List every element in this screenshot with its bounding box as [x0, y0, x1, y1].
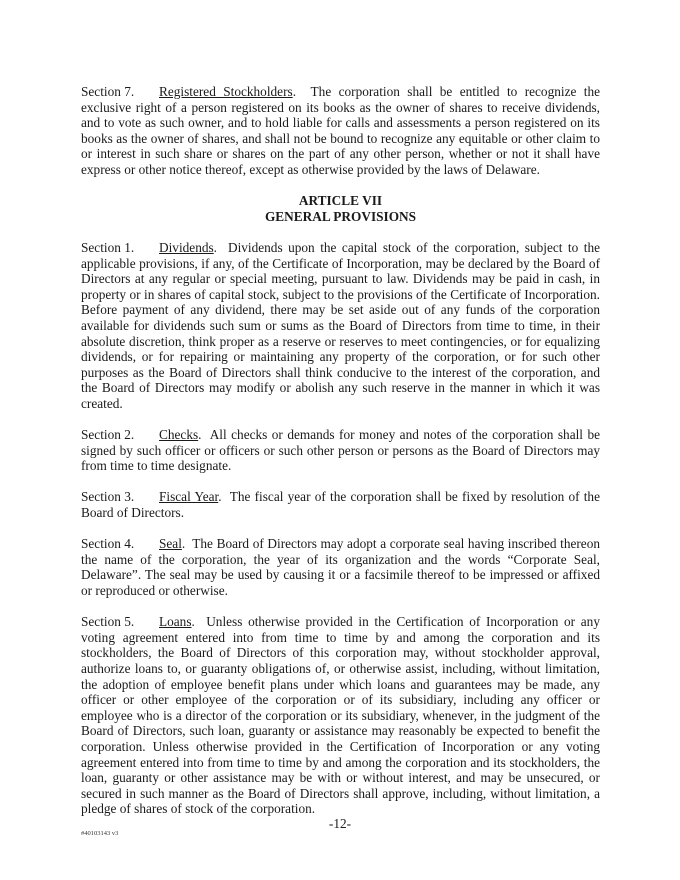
section-title: Checks	[159, 427, 199, 443]
section-5-loans: Section 5. Loans. Unless otherwise provided in the Certification of Incorporation or any voting agreement entered into from time to time by and among the corporation and its stockholders, the Board of Directors of this corporation may, without stockholder approval, authorize loans to, or guaranty obligations of, or otherwise assist, including, without limitation, the adoption of employee benefit plans under which loans and guarantees may be made, any officer or other employee of the corporation or of its subsidiary, including any officer or employee who is a director of the corporation or its subsidiary, whenever, in the judgment of the Board of Directors, such loan, guaranty or assistance may reasonably be expected to benefit the corporation. Unless otherwise provided in the Certification of Incorporation or any voting agreement entered into from time to time by and among the corporation and its stockholders, the loan, guaranty or other assistance may be with or without interest, and may be unsecured, or secured in such manner as the Board of Directors shall approve, including, without limitation, a pledge of shares of stock of the corporation.	[81, 614, 600, 817]
document-page	[81, 84, 600, 833]
article-title: GENERAL PROVISIONS	[264, 208, 417, 224]
section-title: Dividends	[159, 239, 214, 255]
section-body: Dividends upon the capital stock of the corporation, subject to the applicable provisions, if any, of the Certificate of Incorporation, may be declared by the Board of Directors at any regular or special meeting, pursuant to law. Dividends may be paid in cash, in property or in shares of capital stock, subject to the provisions of the Certificate of Incorporation. Before payment of any dividend, there may be set aside out of any funds of the corporation available for dividends such sum or sums as the Board of Directors from time to time, in their absolute discretion, think proper as a reserve or reserves to meet contingencies, or for equalizing dividends, or for repairing or maintaining any property of the corporation, or for such other purposes as the Board of Directors shall think conducive to the interest of the corporation, and the Board of Directors may modify or abolish any such reserve in the manner in which it was created.	[81, 239, 600, 411]
section-number: Section 5.	[81, 614, 135, 630]
article-heading	[81, 193, 600, 224]
article-number: ARTICLE VII	[298, 193, 383, 209]
section-body: The corporation shall be entitled to recognize the exclusive right of a person registered on its books as the owner of shares to receive dividends, and to vote as such owner, and to hold liable for calls and assessments a person registered on its books as the owner of shares, and shall not be bound to recognize any equitable or other claim to or interest in such share or shares on the part of any other person, whether or not it shall have express or other notice thereof, except as otherwise provided by the laws of Delaware.	[81, 84, 600, 177]
section-title: Registered Stockholders	[159, 84, 293, 99]
section-7-registered-stockholders: Section 7. Registered Stockholders. The corporation shall be entitled to recognize the exclusive right of a person registered on its books as the owner of shares to receive dividends, and to vote as such owner, and to hold liable for calls and assessments a person registered on its books as the owner of shares, and shall not be bound to recognize any equitable or other claim to or interest in such share or shares on the part of any other person, whether or not it shall have express or other notice thereof, except as otherwise provided by the laws of Delaware.	[81, 84, 600, 177]
section-1-dividends: Section 1. Dividends. Dividends upon the capital stock of the corporation, subject to the applicable provisions, if any, of the Certificate of Incorporation, may be declared by the Board of Directors at any regular or special meeting, pursuant to law. Dividends may be paid in cash, in property or in shares of capital stock, subject to the provisions of the Certificate of Incorporation. Before payment of any dividend, there may be set aside out of any funds of the corporation available for dividends such sum or sums as the Board of Directors from time to time, in their absolute discretion, think proper as a reserve or reserves to meet contingencies, or for equalizing dividends, or for repairing or maintaining any property of the corporation, or for such other purposes as the Board of Directors shall think conducive to the interest of the corporation, and the Board of Directors may modify or abolish any such reserve in the manner in which it was created.	[81, 239, 600, 411]
page-number: -12-	[328, 816, 352, 831]
section-4-seal: Section 4. Seal. The Board of Directors may adopt a corporate seal having inscribed thereon the name of the corporation, the year of its organization and the words “Corporate Seal, Delaware”. The seal may be used by causing it or a facsimile thereof to be impressed or affixed or reproduced or otherwise.	[81, 536, 600, 598]
section-title: Fiscal Year	[159, 489, 219, 505]
section-body: The fiscal year of the corporation shall be fixed by resolution of the Board of Directors.	[81, 489, 600, 521]
section-number: Section 7.	[81, 84, 135, 99]
section-body: Unless otherwise provided in the Certification of Incorporation or any voting agreement entered into from time to time by and among the corporation and its stockholders, the Board of Directors of this corporation may, without stockholder approval, authorize loans to, or guaranty obligations of, or otherwise assist, including, without limitation, the adoption of employee benefit plans under which loans and guarantees may be made, any officer or other employee of the corporation or of its subsidiary, including any officer or employee who is a director of the corporation or its subsidiary, whenever, in the judgment of the Board of Directors, such loan, guaranty or assistance may reasonably be expected to benefit the corporation. Unless otherwise provided in the Certification of Incorporation or any voting agreement entered into from time to time by and among the corporation and its stockholders, the loan, guaranty or other assistance may be with or without interest, and may be unsecured, or secured in such manner as the Board of Directors shall approve, including, without limitation, a pledge of shares of stock of the corporation.	[81, 614, 600, 817]
section-2-checks: Section 2. Checks. All checks or demands for money and notes of the corporation shall be signed by such officer or officers or such other person or persons as the Board of Directors may from time to time designate.	[81, 427, 600, 474]
section-number: Section 4.	[81, 536, 135, 552]
section-title: Loans	[159, 614, 192, 630]
section-number: Section 1.	[81, 239, 135, 255]
section-number: Section 3.	[81, 489, 135, 505]
section-number: Section 2.	[81, 427, 135, 443]
document-id: #40103143 v3	[81, 830, 119, 837]
section-title: Seal	[159, 536, 182, 552]
section-body: The Board of Directors may adopt a corporate seal having inscribed thereon the name of the corporation, the year of its organization and the words “Corporate Seal, Delaware”. The seal may be used by causing it or a facsimile thereof to be impressed or affixed or reproduced or otherwise.	[81, 536, 600, 598]
section-body: All checks or demands for money and notes of the corporation shall be signed by such officer or officers or such other person or persons as the Board of Directors may from time to time designate.	[81, 427, 600, 474]
section-3-fiscal-year: Section 3. Fiscal Year. The fiscal year of the corporation shall be fixed by resolution of the Board of Directors.	[81, 489, 600, 521]
